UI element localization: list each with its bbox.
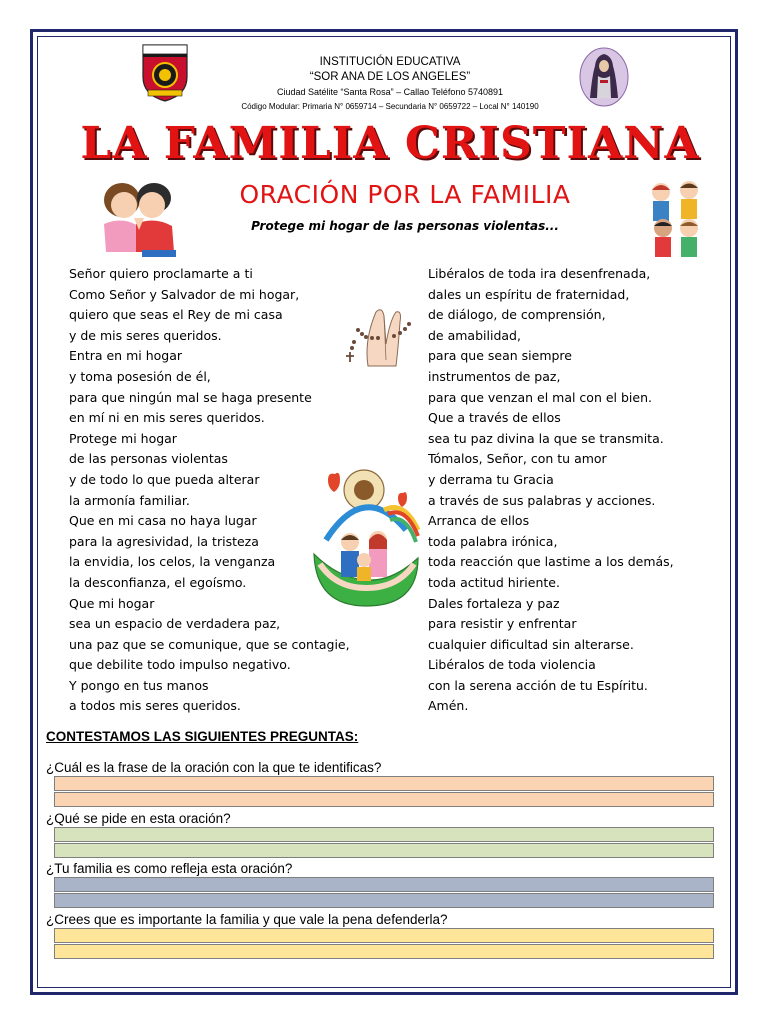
- poem-line: instrumentos de paz,: [428, 368, 561, 384]
- question-4: ¿Crees que es importante la familia y que vale la pena defenderla?: [46, 912, 448, 927]
- poem-line: Señor quiero proclamarte a ti: [69, 266, 253, 281]
- answer-line[interactable]: [54, 776, 714, 791]
- poem-line: Dales fortaleza y paz: [428, 595, 560, 611]
- poem-line: la armonía familiar.: [69, 492, 190, 508]
- poem-line: la desconfianza, el egoísmo.: [69, 574, 247, 590]
- poem-line: para resistir y enfrentar: [428, 616, 577, 632]
- poem-line: Que a través de ellos: [428, 410, 561, 426]
- poem-line: Que mi hogar: [69, 595, 155, 611]
- poem-line: para que ningún mal se haga presente: [69, 389, 312, 405]
- school-address: Ciudad Satélite “Santa Rosa” – Callao Teléfono 5740891: [277, 87, 503, 97]
- poem-line: en mí ni en mis seres queridos.: [69, 410, 265, 426]
- poem-line: y toma posesión de él,: [69, 368, 211, 384]
- poem-line: Tómalos, Señor, con tu amor: [428, 451, 607, 467]
- poem-line: para la agresividad, la tristeza: [69, 533, 259, 549]
- question-3: ¿Tu familia es como refleja esta oración?: [46, 861, 293, 876]
- poem-line: a través de sus palabras y acciones.: [428, 492, 656, 508]
- poem-line: que debilite todo impulso negativo.: [69, 657, 291, 673]
- poem-line: toda reacción que lastime a los demás,: [428, 554, 674, 570]
- group-kids-icon: [645, 178, 707, 260]
- poem-line: Que en mi casa no haya lugar: [69, 513, 257, 529]
- poem-line: de diálogo, de comprensión,: [428, 307, 606, 323]
- question-2: ¿Qué se pide en esta oración?: [46, 811, 231, 826]
- prayer-title: ORACIÓN POR LA FAMILIA: [239, 180, 571, 209]
- poem-line: cualquier dificultad sin alterarse.: [428, 636, 634, 652]
- poem-line: y de todo lo que pueda alterar: [69, 471, 260, 487]
- praying-hands-rosary-icon: [346, 300, 420, 372]
- poem-line: y de mis seres queridos.: [69, 327, 222, 343]
- poem-line: para que sean siempre: [428, 348, 572, 364]
- poem-line: una paz que se comunique, que se contagie,: [69, 636, 350, 652]
- school-codes: Código Modular: Primaria N° 0659714 – Secundaria N° 0659722 – Local N° 140190: [241, 102, 539, 111]
- question-1: ¿Cuál es la frase de la oración con la que te identificas?: [46, 760, 382, 775]
- page-title: LA FAMILIA CRISTIANA: [80, 118, 700, 169]
- poem-line: la envidia, los celos, la venganza: [69, 554, 276, 570]
- school-name: “SOR ANA DE LOS ANGELES”: [309, 71, 471, 83]
- poem-line: Libéralos de toda violencia: [428, 657, 596, 673]
- poem-line: dales un espíritu de fraternidad,: [428, 286, 630, 302]
- poem-line: quiero que seas el Rey de mi casa: [69, 307, 283, 323]
- answer-line[interactable]: [54, 928, 714, 943]
- poem-line: sea un espacio de verdadera paz,: [69, 616, 281, 632]
- institution-label: INSTITUCIÓN EDUCATIVA: [319, 56, 461, 68]
- poem-line: Libéralos de toda ira desenfrenada,: [428, 266, 651, 281]
- poem-line: para que venzan el mal con el bien.: [428, 389, 652, 405]
- answer-line[interactable]: [54, 877, 714, 892]
- poem-line: a todos mis seres queridos.: [69, 698, 241, 714]
- answer-line[interactable]: [54, 944, 714, 959]
- poem-line: y derrama tu Gracia: [428, 471, 554, 487]
- poem-right-column: [428, 264, 674, 717]
- school-shield-icon: [140, 43, 190, 103]
- poem-line: sea tu paz divina la que se transmita.: [428, 430, 664, 446]
- poem-line: Entra en mi hogar: [69, 348, 183, 364]
- poem-line: Y pongo en tus manos: [69, 677, 209, 693]
- poem-line: toda actitud hiriente.: [428, 574, 560, 590]
- poem-line: Amén.: [428, 698, 469, 714]
- poem-line: de amabilidad,: [428, 327, 521, 343]
- poem-line: Arranca de ellos: [428, 513, 530, 529]
- prayer-tagline: Protege mi hogar de las personas violentas...: [251, 219, 559, 233]
- school-header: [190, 55, 590, 113]
- answer-line[interactable]: [54, 843, 714, 858]
- questions-heading: CONTESTAMOS LAS SIGUIENTES PREGUNTAS:: [46, 729, 359, 744]
- answer-line[interactable]: [54, 792, 714, 807]
- poem-line: Como Señor y Salvador de mi hogar,: [69, 286, 300, 302]
- answer-line[interactable]: [54, 893, 714, 908]
- answer-line[interactable]: [54, 827, 714, 842]
- poem-line: con la serena acción de tu Espíritu.: [428, 677, 648, 693]
- poem-line: toda palabra irónica,: [428, 533, 558, 549]
- poem-line: Protege mi hogar: [69, 430, 177, 446]
- poem-line: de las personas violentas: [69, 451, 228, 467]
- family-hands-icon: [306, 460, 424, 612]
